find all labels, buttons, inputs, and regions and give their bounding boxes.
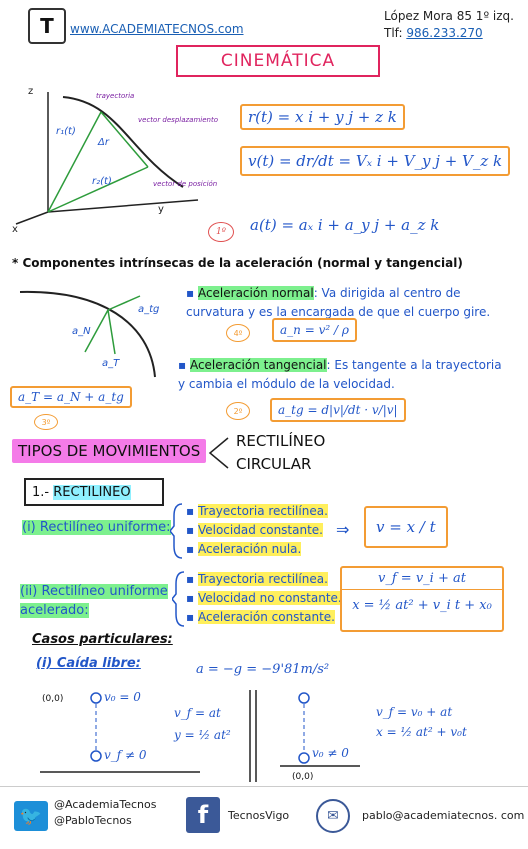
tangential-formula: a_tg = d|v|/dt · v/|v| [270,398,406,422]
ball-bottom-right [299,753,309,763]
section-intrinsic-components: * Componentes intrínsecas de la aceleración (normal y tangencial) [12,256,463,270]
position-equation: r(t) = x i + y j + z k [240,104,405,130]
ball-top-right [299,693,309,703]
step-mark-2: 2º [226,402,250,420]
twitter-icon[interactable]: 🐦 [14,801,48,831]
accelerated-formula-box [340,566,504,632]
r1-label: r₁(t) [56,126,76,137]
normal-acceleration-text: ▪ Aceleración normal: Va dirigida al centro de curvatura y es la encargada de que el cuerpo gire. [186,286,491,319]
page-title: CINEMÁTICA [176,45,380,77]
website-link[interactable]: www.ACADEMIATECNOS.com [70,22,244,36]
accelerated-list [186,570,342,627]
step-mark-4: 4º [226,324,250,342]
r2-label: r₂(t) [92,176,112,187]
accelerated-item-1: ▪ Trayectoria rectilínea. [186,572,328,586]
origin-left: (0,0) [42,694,64,704]
uniform-brace [170,502,184,560]
step-mark-3: 3º [34,414,58,430]
gravity-equation: a = −g = −9'81m/s² [196,662,330,677]
twitter-handle-1[interactable]: @AcademiaTecnos [54,798,157,811]
tangential-label: Aceleración tangencial [189,358,327,372]
academy-logo: T [28,8,66,44]
v0-zero: v₀ = 0 [104,690,141,704]
z-label: z [28,86,34,97]
address-text: López Mora 85 1º izq. [384,9,514,23]
accelerated-item-2: ▪ Velocidad no constante. [186,591,342,605]
y-label: y [158,204,164,215]
email-address[interactable]: pablo@academiatecnos. com [362,809,525,822]
uniform-label: (i) Rectilíneo uniforme: [22,520,171,535]
origin-right: (0,0) [292,772,314,782]
uniform-formula: v = x / t [364,506,448,548]
atg-label: a_tg [138,304,160,315]
acceleration-equation: a(t) = aₓ i + a_y j + a_z k [250,216,440,234]
x-axis [16,212,48,224]
ball-top-left [91,693,101,703]
movement-types-label: TIPOS DE MOVIMIENTOS [12,439,206,463]
ball-bottom-left [91,751,101,761]
delta-r-label: Δr [98,137,109,148]
step-mark-1: 1º [208,222,234,242]
trajectory-note: trayectoria [96,92,135,100]
an-label: a_N [72,326,91,337]
address-block [384,8,514,42]
free-fall-title: (i) Caída libre: [36,656,141,671]
twitter-handles [54,797,156,829]
facebook-icon[interactable]: f [186,797,220,833]
accelerated-label: (ii) Rectilíneo uniforme acelerado: [20,584,168,618]
implies-arrow: ⇒ [336,520,350,539]
phone-line: Tlf: 986.233.270 [384,26,483,40]
position-note: vector de posición [153,180,218,188]
facebook-page[interactable]: TecnosVigo [228,809,290,822]
normal-formula: a_n = v² / ρ [272,318,357,342]
at-vector [108,310,115,354]
accelerated-formula-2: x = ½ at² + v_i t + x₀ [352,598,492,613]
at-label: a_T [102,358,120,369]
type-rectilineo: RECTILÍNEO [236,432,326,450]
velocity-equation: v(t) = dr/dt = Vₓ i + V_y j + V_z k [240,146,510,176]
accelerated-brace [172,570,186,628]
upward-throw-equations: v_f = v₀ + at x = ½ at² + v₀t [376,705,467,739]
acceleration-components-diagram [10,282,170,382]
mail-icon[interactable]: ✉ [316,799,350,833]
trajectory-curve [63,97,183,187]
v0-nonzero: v₀ ≠ 0 [312,746,349,760]
twitter-handle-2[interactable]: @PabloTecnos [54,814,132,827]
uniform-item-2: ▪ Velocidad constante. [186,523,323,537]
special-cases-title: Casos particulares: [32,632,173,647]
uniform-item-3: ▪ Aceleración nula. [186,542,302,556]
accelerated-item-3: ▪ Aceleración constante. [186,610,335,624]
vf-nonzero: v_f ≠ 0 [104,748,147,762]
uniform-list [186,502,328,559]
normal-label: Aceleración normal [197,286,314,300]
footer [0,786,528,849]
accelerated-formula-1: v_f = v_i + at [342,568,502,590]
section-1-rectilineo: 1.- RECTILINEO [24,478,164,506]
atg-vector [108,296,140,310]
position-vector-diagram [8,82,238,234]
phone-number[interactable]: 986.233.270 [406,26,483,40]
brace-bracket [206,436,230,470]
type-circular: CIRCULAR [236,455,312,473]
free-fall-equations: v_f = at y = ½ at² [174,706,231,742]
x-label: x [12,224,18,234]
uniform-item-1: ▪ Trayectoria rectilínea. [186,504,328,518]
displacement-note: vector desplazamiento [138,116,219,124]
total-acceleration-sum: a_T = a_N + a_tg [10,386,132,408]
tangential-acceleration-text: ▪ Aceleración tangencial: Es tangente a la trayectoria y cambia el módulo de la velocidad. [178,358,502,391]
